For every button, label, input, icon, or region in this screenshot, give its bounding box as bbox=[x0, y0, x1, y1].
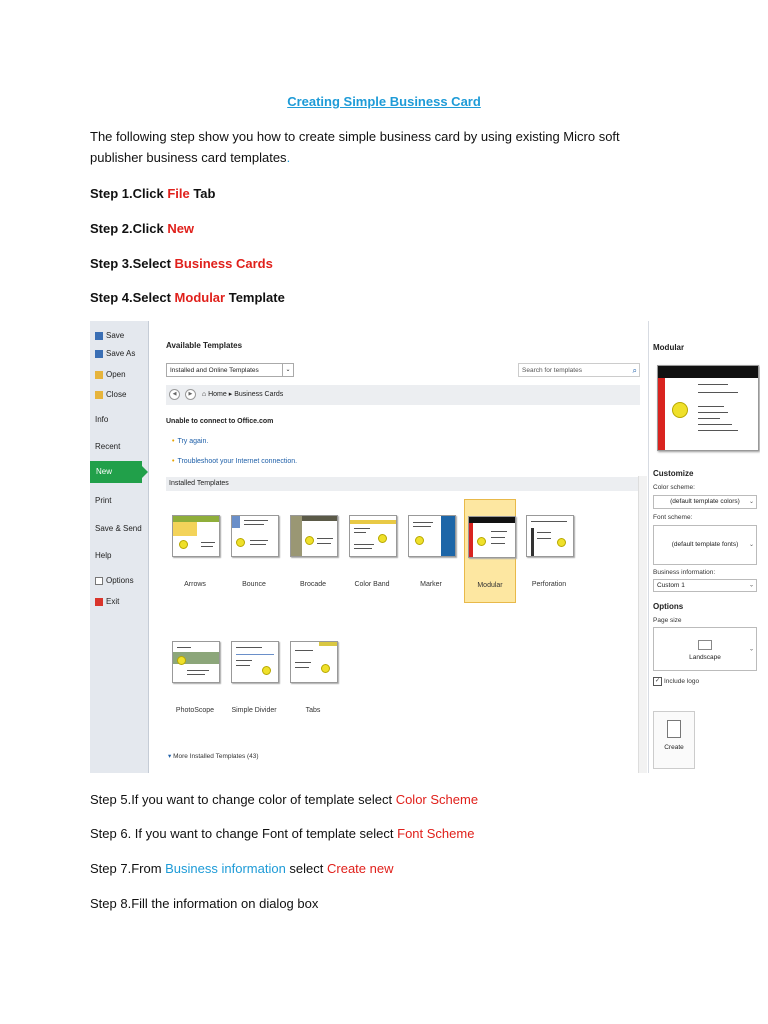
search-icon[interactable]: ⌕ bbox=[632, 366, 637, 375]
back-icon[interactable]: ◀ bbox=[169, 389, 180, 400]
template-source-dropdown[interactable]: Installed and Online Templates ⌄ bbox=[166, 363, 294, 377]
create-button[interactable]: Create bbox=[653, 711, 695, 769]
forward-icon[interactable]: ▶ bbox=[185, 389, 196, 400]
more-templates-link[interactable]: ▾ More Installed Templates (43) bbox=[168, 753, 259, 760]
template-bounce[interactable]: Bounce bbox=[228, 499, 280, 603]
chevron-down-icon: ⌄ bbox=[282, 364, 293, 376]
color-scheme-label: Color scheme: bbox=[653, 484, 695, 491]
options-heading: Options bbox=[653, 602, 684, 611]
backstage-sidebar bbox=[90, 321, 149, 773]
backstage-options[interactable]: Options bbox=[95, 576, 134, 585]
template-thumbnail bbox=[408, 515, 456, 557]
backstage-info[interactable]: Info bbox=[95, 415, 109, 424]
template-brocade[interactable]: Brocade bbox=[287, 499, 339, 603]
intro-line-2: publisher business card templates. bbox=[90, 150, 291, 165]
business-info-select[interactable]: Custom 1 ⌄ bbox=[653, 579, 757, 592]
page-size-label: Page size bbox=[653, 617, 682, 624]
backstage-help[interactable]: Help bbox=[95, 551, 112, 560]
backstage-save[interactable]: Save bbox=[95, 331, 124, 340]
template-thumbnail bbox=[290, 641, 338, 683]
backstage-print[interactable]: Print bbox=[95, 496, 112, 505]
step-3: Step 3.Select Business Cards bbox=[90, 256, 273, 271]
chevron-down-icon: ⌄ bbox=[748, 499, 754, 505]
business-info-label: Business information: bbox=[653, 569, 716, 576]
template-thumbnail bbox=[349, 515, 397, 557]
backstage-save-send[interactable]: Save & Send bbox=[95, 524, 142, 533]
step-4: Step 4.Select Modular Template bbox=[90, 290, 285, 305]
try-again-link[interactable]: • Try again. bbox=[172, 438, 209, 445]
search-templates-input[interactable]: Search for templates ⌕ bbox=[518, 363, 640, 377]
chevron-down-icon: ⌄ bbox=[748, 582, 754, 588]
page-size-select[interactable]: Landscape ⌄ bbox=[653, 627, 757, 671]
step-1: Step 1.Click File Tab bbox=[90, 186, 216, 201]
document-icon bbox=[667, 720, 681, 738]
exit-icon bbox=[95, 598, 103, 606]
close-folder-icon bbox=[95, 391, 103, 399]
breadcrumb-separator: ▸ bbox=[228, 391, 233, 398]
template-preview bbox=[657, 365, 759, 451]
save-icon bbox=[95, 332, 103, 340]
troubleshoot-link[interactable]: • Troubleshoot your Internet connection. bbox=[172, 458, 298, 465]
color-scheme-select[interactable]: (default template colors) ⌄ bbox=[653, 495, 757, 509]
template-thumbnail bbox=[290, 515, 338, 557]
document-title: Creating Simple Business Card bbox=[287, 94, 481, 109]
font-scheme-select[interactable]: (default template fonts) ⌄ bbox=[653, 525, 757, 565]
publisher-screenshot bbox=[90, 321, 760, 773]
breadcrumb-business-cards[interactable]: Business Cards bbox=[234, 391, 284, 398]
template-thumbnail bbox=[231, 515, 279, 557]
customize-heading: Customize bbox=[653, 469, 694, 478]
template-photoscope[interactable]: PhotoScope bbox=[169, 625, 221, 729]
template-thumbnail bbox=[172, 515, 220, 557]
step-5: Step 5.If you want to change color of template select Color Scheme bbox=[90, 792, 479, 807]
template-color-band[interactable]: Color Band bbox=[346, 499, 398, 603]
options-icon bbox=[95, 577, 103, 585]
template-details-panel bbox=[648, 321, 760, 773]
font-scheme-label: Font scheme: bbox=[653, 514, 693, 521]
template-modular[interactable]: Modular bbox=[464, 499, 516, 603]
connection-error: Unable to connect to Office.com bbox=[166, 418, 274, 425]
template-tabs[interactable]: Tabs bbox=[287, 625, 339, 729]
template-thumbnail bbox=[172, 641, 220, 683]
intro-line-1: The following step show you how to create simple business card by using existing Micro soft bbox=[90, 129, 620, 144]
available-templates-heading: Available Templates bbox=[166, 341, 243, 350]
save-as-icon bbox=[95, 350, 103, 358]
backstage-close[interactable]: Close bbox=[95, 390, 126, 399]
template-name-heading: Modular bbox=[653, 343, 685, 352]
breadcrumb bbox=[166, 385, 640, 405]
template-perforation[interactable]: Perforation bbox=[523, 499, 575, 603]
step-7: Step 7.From Business information select Create new bbox=[90, 861, 394, 876]
backstage-recent[interactable]: Recent bbox=[95, 442, 121, 451]
template-thumbnail bbox=[231, 641, 279, 683]
checkbox-checked-icon: ✓ bbox=[654, 678, 661, 684]
folder-icon bbox=[95, 371, 103, 379]
scrollbar[interactable] bbox=[638, 476, 647, 773]
template-simple-divider[interactable]: Simple Divider bbox=[228, 625, 280, 729]
chevron-down-icon: ⌄ bbox=[748, 542, 754, 548]
backstage-exit[interactable]: Exit bbox=[95, 597, 119, 606]
backstage-save-as[interactable]: Save As bbox=[95, 349, 135, 358]
landscape-page-icon bbox=[698, 640, 712, 650]
installed-templates-header: Installed Templates bbox=[166, 477, 640, 491]
template-marker[interactable]: Marker bbox=[405, 499, 457, 603]
breadcrumb-home[interactable]: Home bbox=[208, 391, 227, 398]
chevron-down-icon: ⌄ bbox=[748, 646, 754, 653]
step-6: Step 6. If you want to change Font of template select Font Scheme bbox=[90, 826, 475, 841]
template-thumbnail bbox=[468, 516, 516, 558]
template-thumbnail bbox=[526, 515, 574, 557]
step-8: Step 8.Fill the information on dialog box bbox=[90, 896, 319, 911]
backstage-new[interactable]: New bbox=[90, 461, 142, 483]
intro-paragraph bbox=[90, 126, 690, 168]
backstage-open[interactable]: Open bbox=[95, 370, 126, 379]
include-logo-checkbox[interactable]: ✓ Include logo bbox=[654, 678, 700, 685]
template-arrows[interactable]: Arrows bbox=[169, 499, 221, 603]
step-2: Step 2.Click New bbox=[90, 221, 195, 236]
home-icon[interactable]: ⌂ bbox=[201, 391, 207, 398]
templates-area bbox=[162, 321, 640, 773]
